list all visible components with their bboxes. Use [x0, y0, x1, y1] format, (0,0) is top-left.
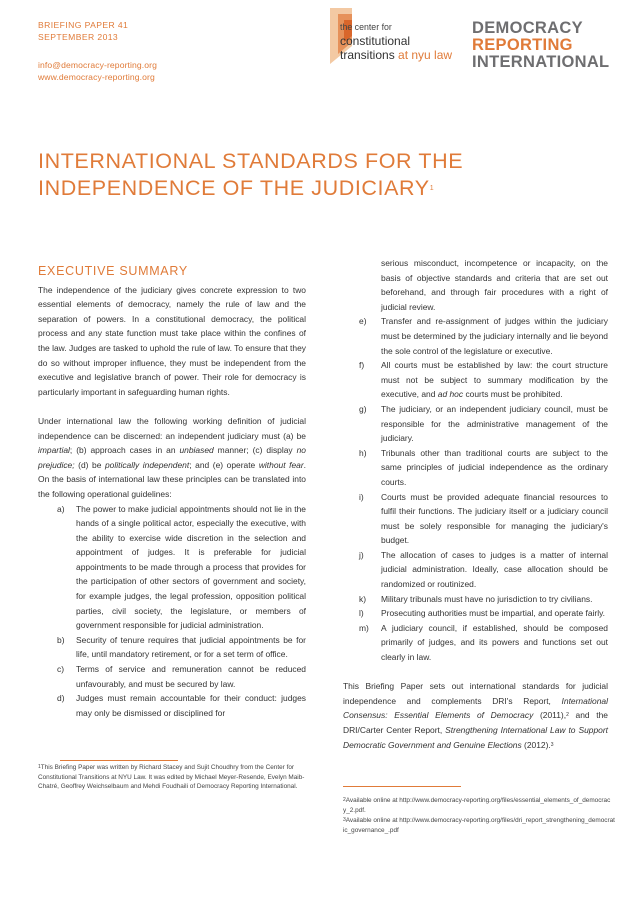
- footnote-mark: 3: [343, 817, 346, 823]
- list-item-text: Judges must remain accountable for their conduct: judges may only be dismissed or disciplined for: [76, 693, 306, 718]
- list-marker: m): [359, 622, 369, 633]
- document-title: [38, 148, 518, 202]
- closing-report-title-1: International Consensus: Essential Elements of Democracy: [343, 695, 608, 721]
- footnote-divider: [60, 760, 178, 761]
- footnote-text: This Briefing Paper was written by Richard Stacey and Sujit Choudhry from the Center for Constitutional Transitions at NYU Law. It was edited by Michael Meyer-Resende, Evelyn Maib-Chatré, Geoffrey Weichselbaum and Mehdi Foudhaili of Democracy Reporting International.: [38, 764, 305, 791]
- list-item-text: Security of tenure requires that judicial appointments be for life, until mandatory retirement, or for a set term of office.: [76, 634, 306, 660]
- list-marker: i): [359, 491, 364, 502]
- dri-logo-line2: REPORTING: [472, 36, 573, 54]
- list-item-text: Courts must be provided adequate financial resources to fulfil their functions. The judiciary itself or a judiciary council must be solely responsible for managing the judiciary's budget.: [381, 491, 608, 546]
- list-item-text: A judiciary council, if established, should be composed primarily of judges, and its powers and functions set out clearly in law.: [381, 622, 608, 663]
- guidelines-list-left: [38, 502, 306, 721]
- list-marker: e): [359, 316, 367, 327]
- closing-text-c: and the DRI/Carter Center Report,: [343, 710, 609, 735]
- list-marker: h): [359, 447, 367, 458]
- list-marker: g): [359, 403, 367, 414]
- list-item: [38, 502, 306, 633]
- summary-paragraph-2: [38, 414, 306, 502]
- right-column: [343, 256, 608, 752]
- list-item-italic: ad hoc: [437, 389, 464, 400]
- list-item: [343, 314, 608, 358]
- contact-email[interactable]: info@democracy-reporting.org: [38, 60, 157, 70]
- p2-text-c: manner; (c) display: [213, 445, 297, 456]
- title-line2: INDEPENDENCE OF THE JUDICIARY: [38, 176, 430, 200]
- ct-logo: [340, 16, 468, 76]
- list-item: [343, 592, 608, 607]
- guidelines-list-right: [343, 314, 608, 664]
- p2-without-fear: without fear: [258, 459, 304, 470]
- footnote-mark: 1: [38, 764, 41, 770]
- p2-text-f: . On the basis of international law these principles can be translated into the following operational guidelines:: [38, 459, 307, 499]
- footnote-ref-3: 3: [550, 741, 554, 748]
- footnote-2: [343, 796, 613, 815]
- list-marker: d): [57, 693, 65, 704]
- list-item-text: The power to make judicial appointments should not lie in the hands of a single political actor, especially the executive, with the ability to exercise wide discretion in the selection and appointment of judges. It is preferable for judicial appointments to be made through a process that provides for the participation of other sectors of government and society, for example judges, the legal profession, opposition political parties, civil society, the legislature, or members of government responsible for judicial administration.: [76, 503, 306, 631]
- p2-politically-independent: politically independent: [104, 459, 190, 470]
- list-item: [343, 606, 608, 621]
- footnote-ref-2: 2: [566, 712, 569, 719]
- list-marker: b): [57, 634, 65, 645]
- executive-summary-heading: EXECUTIVE SUMMARY: [38, 264, 188, 278]
- p2-text-e: ; and (e) operate: [189, 459, 259, 470]
- p2-unbiased: unbiased: [179, 445, 214, 456]
- ct-logo-line3a: transitions: [340, 48, 395, 62]
- list-item: [38, 633, 306, 662]
- list-item-text: The allocation of cases to judges is a matter of internal judicial administration. Ideally, case allocation should be randomized or routinized.: [381, 549, 608, 590]
- p2-text-b: ; (b) approach cases in an: [69, 445, 180, 456]
- list-item-text: Tribunals other than traditional courts are subject to the same principles of judicial independence as the ordinary courts.: [381, 447, 608, 487]
- footnote-3: [343, 816, 615, 835]
- p2-no-prejudice: no prejudice;: [38, 445, 306, 470]
- list-marker: c): [57, 664, 65, 675]
- title-footnote-mark: 1: [429, 185, 435, 192]
- footnote-text[interactable]: Available online at http://www.democracy-reporting.org/files/dri_report_strengthening_democratic_governance_.pdf: [343, 817, 615, 834]
- list-item: [343, 446, 608, 490]
- footnote-text[interactable]: Available online at http://www.democracy-reporting.org/files/essential_elements_of_democracy_2.pdf.: [343, 797, 611, 814]
- list-marker: j): [359, 549, 364, 560]
- contact-website[interactable]: www.democracy-reporting.org: [38, 72, 155, 82]
- list-marker: k): [359, 593, 367, 604]
- list-item: [343, 402, 608, 446]
- ct-logo-line1: the center for: [340, 22, 392, 32]
- dri-logo-line3: INTERNATIONAL: [472, 53, 610, 71]
- p2-text-d: (d) be: [74, 459, 105, 470]
- closing-paragraph: [343, 679, 608, 752]
- ct-logo-line2: constitutional: [340, 34, 411, 48]
- header-meta: [38, 19, 157, 83]
- p2-impartial: impartial: [38, 445, 70, 456]
- paper-date: SEPTEMBER 2013: [38, 32, 119, 42]
- footnote-divider: [343, 786, 461, 787]
- summary-paragraph-1: The independence of the judiciary gives concrete expression to two essential elements of democracy, namely the rule of law and the separation of powers. In a constitutional democracy, the political process and any state function must take place within the confines of the law. Judges are tasked to uphold the rule of law. To ensure that they do so without improper influence, they must be independent from the executive and legislative branch of power. Their role for democracy is particularly important in safeguarding human rights.: [38, 284, 306, 397]
- list-item-text: Terms of service and remuneration cannot be reduced unfavourably, and must be secured by law.: [76, 664, 306, 689]
- closing-report-title-2: Strengthening International Law to Support Democratic Government and Genuine Elections: [343, 725, 608, 750]
- item-d-continuation: serious misconduct, incompetence or incapacity, on the basis of objective standards and criteria that are set out beforehand, and through fair procedures with a right of judicial review.: [381, 258, 608, 312]
- left-column: [38, 264, 306, 720]
- list-item-text: The judiciary, or an independent judiciary council, must be responsible for the administrative management of the judiciary.: [381, 403, 608, 444]
- list-item-text: courts must be prohibited.: [463, 389, 563, 400]
- title-line1: INTERNATIONAL STANDARDS FOR THE: [38, 149, 464, 173]
- paper-number: BRIEFING PAPER 41: [38, 20, 129, 30]
- list-item-text: Prosecuting authorities must be impartial, and operate fairly.: [381, 608, 606, 619]
- dri-logo: [472, 20, 609, 71]
- closing-text-d: (2012).: [521, 739, 551, 750]
- footnote-1: [38, 763, 310, 792]
- list-item-text: Transfer and re-assignment of judges within the judiciary must be determined by the judiciary internally and lie beyond the sole control of the legislature or executive.: [381, 316, 608, 356]
- list-marker: l): [359, 608, 364, 619]
- list-item: [343, 490, 608, 548]
- p2-text-a: Under international law the following working definition of judicial independence can be discerned: an independent judiciary must (a) be: [38, 415, 306, 441]
- list-item: [343, 548, 608, 592]
- footnote-mark: 2: [343, 797, 346, 803]
- list-item: [343, 358, 608, 402]
- dri-logo-line1: DEMOCRACY: [472, 19, 583, 37]
- closing-text-b: (2011),: [533, 710, 567, 721]
- closing-text-a: This Briefing Paper sets out international standards for judicial independence and complements DRI's Report,: [343, 681, 608, 706]
- list-item-text: Military tribunals must have no jurisdiction to try civilians.: [381, 593, 593, 604]
- list-marker: a): [57, 503, 65, 514]
- list-marker: f): [359, 360, 365, 371]
- list-item: [38, 662, 306, 691]
- list-item-text: All courts must be established by law: the court structure must not be subject to summary modification by the executive, and: [381, 360, 608, 400]
- list-item: [38, 691, 306, 720]
- list-item: [343, 621, 608, 665]
- ct-logo-line3b: at nyu law: [394, 48, 453, 62]
